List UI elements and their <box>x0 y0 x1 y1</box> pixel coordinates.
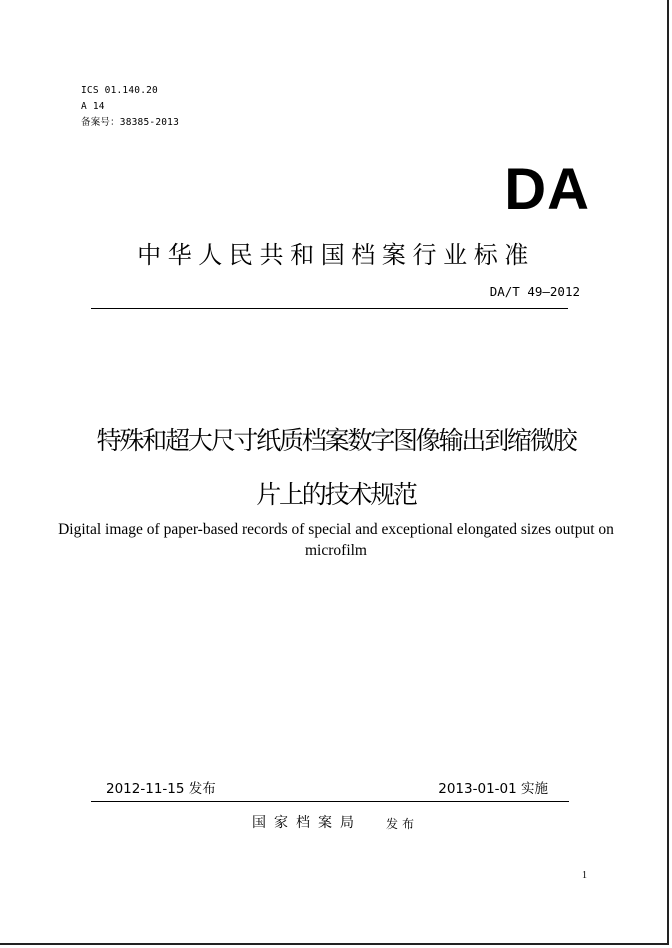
english-title: Digital image of paper-based records of special and exceptional elongated sizes output on microfilm <box>58 521 614 559</box>
header-divider <box>91 308 568 309</box>
issue-action-label: 发布 <box>386 817 419 831</box>
footer-divider <box>91 801 569 802</box>
classification-code: A 14 <box>81 101 105 112</box>
record-number: 备案号：38385-2013 <box>81 117 179 128</box>
chinese-title-line-2: 片上的技术规范 <box>256 480 416 509</box>
standard-type-heading: 中华人民共和国档案行业标准 <box>137 241 535 269</box>
page-number: 1 <box>582 870 587 881</box>
da-logo: DA <box>504 157 590 222</box>
implementation-date: 2013-01-01 实施 <box>438 781 548 797</box>
chinese-title-line-1: 特殊和超大尺寸纸质档案数字图像输出到缩微胶 <box>96 426 576 455</box>
issuing-authority: 国家档案局 <box>252 815 362 831</box>
issue-date: 2012-11-15 发布 <box>106 781 216 797</box>
ics-code: ICS 01.140.20 <box>81 85 158 96</box>
standard-number: DA/T 49—2012 <box>489 284 580 299</box>
